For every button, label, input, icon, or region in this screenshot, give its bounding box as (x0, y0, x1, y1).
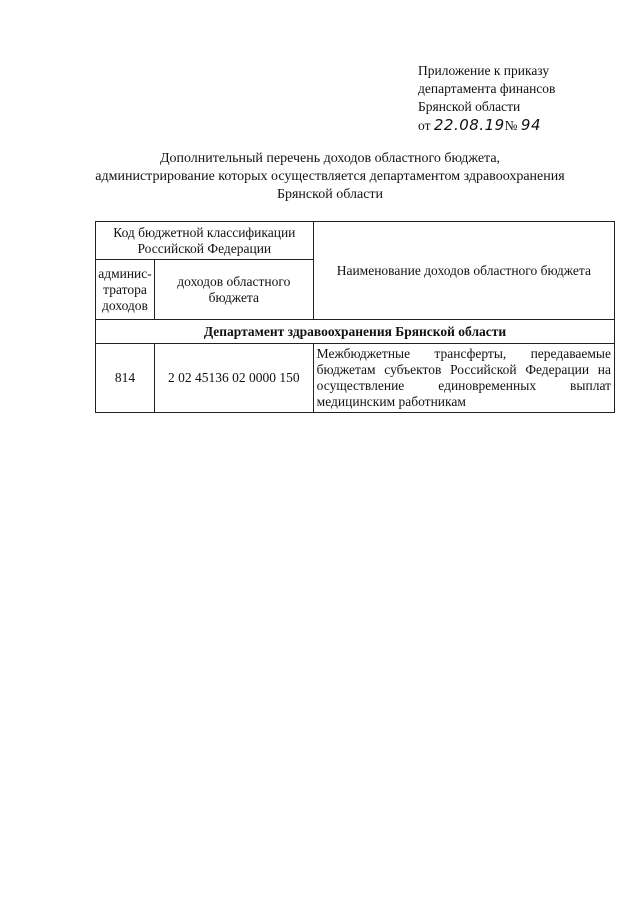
appendix-date-line (418, 116, 628, 135)
handwritten-date: 22.08.19 (433, 116, 505, 134)
appendix-header (418, 62, 628, 135)
appendix-line-3: Брянской области (418, 99, 521, 114)
appendix-line-1: Приложение к приказу (418, 63, 550, 78)
title-line-2: администрирование которых осуществляется департаментом здравоохранения (95, 169, 565, 184)
title-line-1: Дополнительный перечень доходов областного бюджета, (159, 151, 501, 166)
title-line-3: Брянской области (276, 187, 384, 202)
header-revenue: доходов областного бюджета (154, 260, 313, 320)
handwritten-number: 94 (520, 116, 542, 134)
header-admin: админис-тратора доходов (96, 260, 155, 320)
revenue-code-cell: 2 02 45136 02 0000 150 (154, 344, 313, 413)
table-header-row (96, 222, 615, 260)
admin-code-cell: 814 (96, 344, 155, 413)
section-row (96, 320, 615, 344)
table-row (96, 344, 615, 413)
appendix-line-2: департамента финансов (418, 81, 556, 96)
revenue-name-cell: Межбюджетные трансферты, передаваемые бюджетам субъектов Российской Федерации на осуществление единовременных выплат медицинским работникам (313, 344, 614, 413)
header-code: Код бюджетной классификации Российской Федерации (96, 222, 314, 260)
document-title (60, 150, 600, 204)
section-title: Департамент здравоохранения Брянской области (96, 320, 615, 344)
number-prefix: № (504, 118, 518, 133)
revenue-table (95, 221, 615, 413)
date-prefix: от (418, 118, 431, 133)
header-name: Наименование доходов областного бюджета (313, 222, 614, 320)
